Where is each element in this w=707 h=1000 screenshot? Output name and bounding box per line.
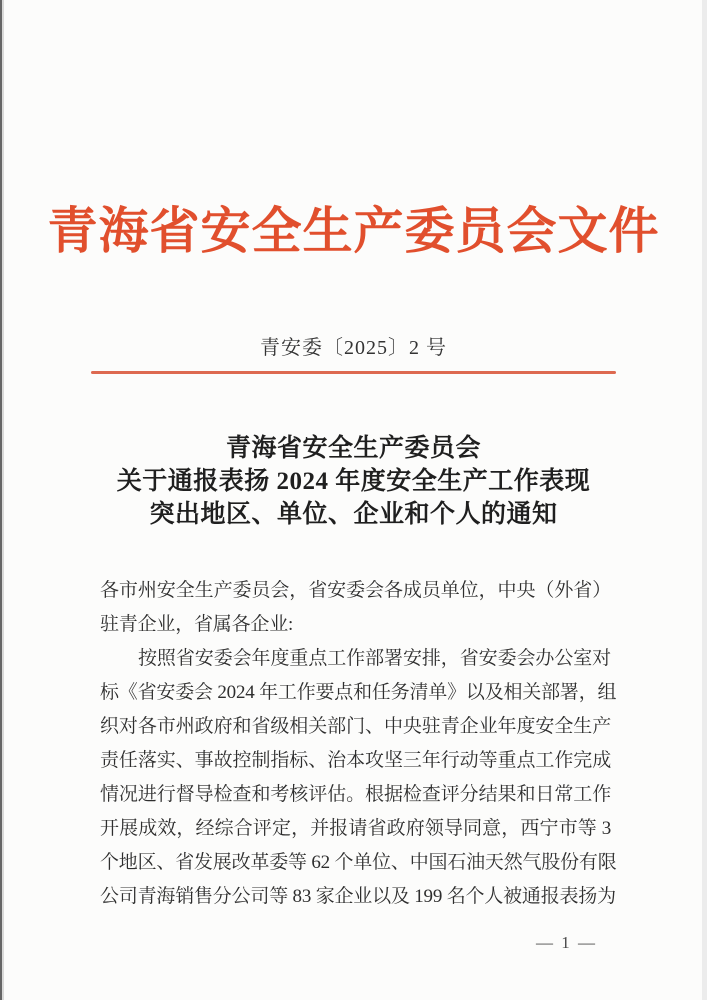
body-line: 驻青企业，省属各企业: [100, 614, 294, 635]
document-header-title: 青海省安全生产委员会文件 [47, 203, 660, 259]
body-line: 织对各市州政府和省级相关部门、中央驻青企业年度安全生产 [100, 716, 611, 737]
body-line: 公司青海销售分公司等 83 家企业以及 199 名个人被通报表扬为 [100, 886, 616, 907]
title-line-2: 关于通报表扬 2024 年度安全生产工作表现 [116, 468, 591, 495]
body-line: 按照省安委会年度重点工作部署安排，省安委会办公室对 [138, 648, 611, 669]
document-number: 青安委〔2025〕2 号 [260, 337, 447, 359]
scan-edge-left-soft [2, 0, 4, 1000]
title-line-1: 青海省安全生产委员会 [225, 435, 481, 462]
page-number: — 1 — [536, 933, 597, 952]
document-title [50, 432, 657, 531]
scan-edge-right [702, 0, 707, 1000]
title-line-3: 突出地区、单位、企业和个人的通知 [149, 501, 558, 528]
body-line: 开展成效，经综合评定，并报请省政府领导同意，西宁市等 3 [100, 818, 611, 839]
red-separator-line [91, 371, 616, 374]
body-line: 责任落实、事故控制指标、治本攻坚三年行动等重点工作完成 [100, 750, 611, 771]
body-line: 情况进行督导检查和考核评估。根据检查评分结果和日常工作 [100, 784, 611, 805]
document-body [100, 574, 617, 914]
body-line: 标《省安委会 2024 年工作要点和任务清单》以及相关部署，组 [100, 682, 617, 703]
body-line: 个地区、省发展改革委等 62 个单位、中国石油天然气股份有限 [100, 852, 617, 873]
body-line: 各市州安全生产委员会，省安委会各成员单位，中央（外省） [100, 580, 611, 601]
